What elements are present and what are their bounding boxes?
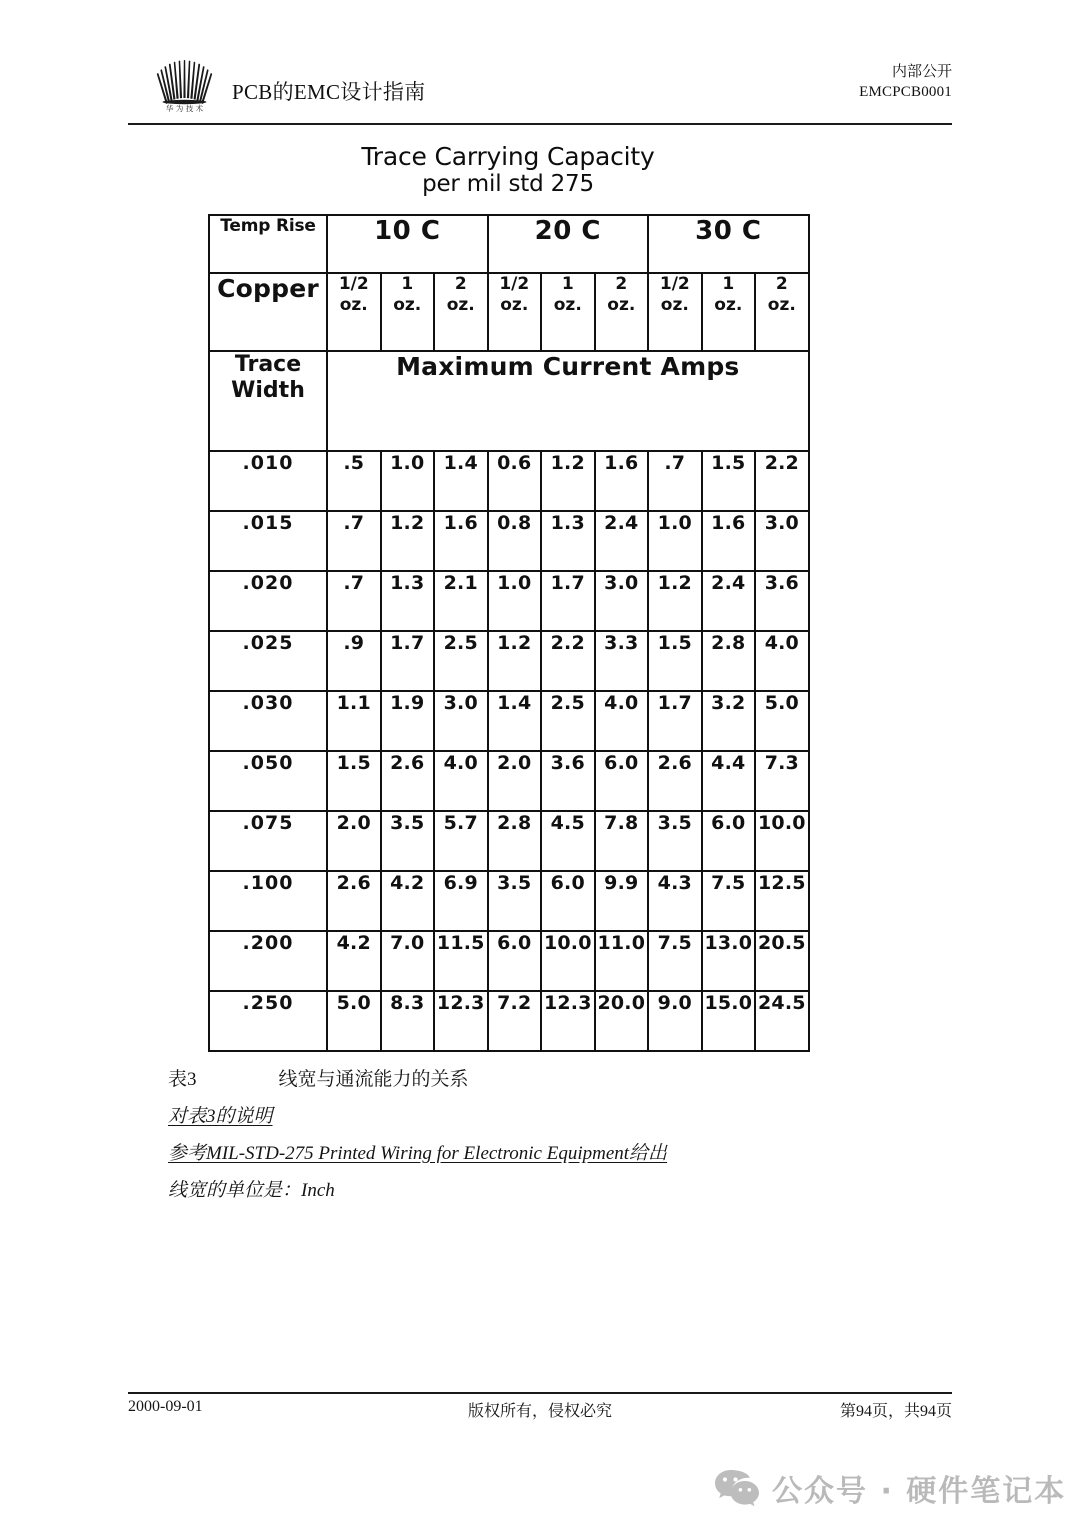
cell-amp: 1.7 [381,631,435,691]
cell-amp: 8.3 [381,991,435,1051]
cell-amp: 4.4 [702,751,756,811]
cell-amp: 5.0 [755,691,809,751]
trace-carrying-capacity-table [208,214,810,1052]
wechat-icon [714,1468,760,1508]
trace-capacity-figure [208,142,808,1052]
copper-weight-number: 2 [615,273,628,294]
header-divider [128,123,952,125]
table-caption [168,1070,908,1089]
company-logo [148,52,222,114]
cell-amp: 3.5 [488,871,542,931]
cell-amp: 1.2 [648,571,702,631]
copper-weight-unit: oz. [607,295,636,316]
cell-amp: 1.2 [381,511,435,571]
cell-amp: 2.6 [327,871,381,931]
cell-trace-width: .100 [209,871,327,931]
cell-amp: 0.6 [488,451,542,511]
figure-title [208,142,808,198]
cell-amp: 2.6 [648,751,702,811]
cell-amp: 2.2 [541,631,595,691]
header-cell-copper-30c-two [755,273,809,351]
copper-weight-unit: oz. [714,295,743,316]
cell-amp: 3.6 [541,751,595,811]
cell-amp: 2.0 [488,751,542,811]
cell-amp: 2.8 [488,811,542,871]
cell-amp: .7 [327,511,381,571]
cell-amp: .7 [648,451,702,511]
header-cell-copper: Copper [209,273,327,351]
header-cell-copper-30c-one [702,273,756,351]
cell-amp: 20.5 [755,931,809,991]
copper-weight-number: 1/2 [659,273,690,294]
cell-amp: 2.2 [755,451,809,511]
cell-amp: 4.2 [381,871,435,931]
cell-amp: 12.5 [755,871,809,931]
cell-amp: 1.7 [648,691,702,751]
table-row [209,511,809,571]
table-row [209,691,809,751]
header-cell-temp-20c: 20 C [488,215,649,273]
cell-amp: 10.0 [541,931,595,991]
header-cell-copper-20c-two [595,273,649,351]
cell-amp: 2.8 [702,631,756,691]
cell-amp: 7.8 [595,811,649,871]
cell-amp: 5.0 [327,991,381,1051]
cell-amp: 4.0 [434,751,488,811]
trace-width-line2: Width [231,377,305,403]
note-heading: 对表3的说明 [168,1106,273,1127]
copper-weight-unit: oz. [660,295,689,316]
cell-amp: 1.6 [702,511,756,571]
cell-trace-width: .015 [209,511,327,571]
cell-amp: 1.2 [541,451,595,511]
cell-trace-width: .250 [209,991,327,1051]
cell-amp: 20.0 [595,991,649,1051]
header-cell-temp-10c: 10 C [327,215,488,273]
copper-weight-number: 2 [775,273,788,294]
cell-amp: 12.3 [541,991,595,1051]
header-document-number: EMCPCB0001 [859,84,952,101]
huawei-fan-logo-icon [148,52,222,114]
header-cell-copper-10c-one [381,273,435,351]
cell-amp: 1.0 [488,571,542,631]
note-unit: 线宽的单位是：Inch [168,1180,335,1201]
cell-amp: 1.4 [488,691,542,751]
cell-amp: 2.5 [541,691,595,751]
cell-amp: 11.5 [434,931,488,991]
cell-amp: 1.3 [541,511,595,571]
cell-amp: 1.3 [381,571,435,631]
cell-amp: 9.9 [595,871,649,931]
figure-title-line1: Trace Carrying Capacity [361,142,655,171]
header-cell-temp-30c: 30 C [648,215,809,273]
cell-amp: 6.9 [434,871,488,931]
page-header [128,50,952,122]
copper-weight-unit: oz. [500,295,529,316]
cell-amp: 3.5 [381,811,435,871]
cell-amp: 3.6 [755,571,809,631]
cell-amp: 5.7 [434,811,488,871]
header-cell-copper-10c-two [434,273,488,351]
footer-divider [128,1392,952,1394]
header-cell-trace-width [209,351,327,451]
cell-amp: 1.1 [327,691,381,751]
table-caption-title: 线宽与通流能力的关系 [278,1069,469,1090]
header-cell-copper-30c-half [648,273,702,351]
footer-page-info: 第94页，共94页 [839,1403,952,1420]
cell-amp: 7.3 [755,751,809,811]
svg-text:华 为 技 术: 华 为 技 术 [165,104,204,113]
cell-amp: 3.0 [755,511,809,571]
copper-weight-number: 1/2 [499,273,530,294]
cell-amp: 13.0 [702,931,756,991]
cell-amp: 10.0 [755,811,809,871]
cell-trace-width: .020 [209,571,327,631]
cell-amp: 1.7 [541,571,595,631]
caption-block [168,1070,908,1218]
cell-amp: 0.8 [488,511,542,571]
cell-amp: 1.5 [702,451,756,511]
cell-amp: 1.9 [381,691,435,751]
cell-amp: 6.0 [488,931,542,991]
footer-copyright: 版权所有，侵权必究 [467,1403,612,1420]
copper-weight-unit: oz. [446,295,475,316]
cell-amp: 12.3 [434,991,488,1051]
cell-amp: 6.0 [595,751,649,811]
cell-amp: 1.2 [488,631,542,691]
cell-amp: .9 [327,631,381,691]
header-classification: 内部公开 [891,64,952,80]
table-header-copper-row [209,273,809,351]
cell-trace-width: .075 [209,811,327,871]
header-cell-temp-rise: Temp Rise [209,215,327,273]
cell-amp: 24.5 [755,991,809,1051]
cell-amp: 2.1 [434,571,488,631]
cell-amp: 1.0 [381,451,435,511]
cell-trace-width: .200 [209,931,327,991]
trace-width-line1: Trace [234,351,302,377]
cell-amp: 2.5 [434,631,488,691]
cell-amp: 2.4 [595,511,649,571]
copper-weight-number: 1 [722,273,735,294]
cell-amp: 4.3 [648,871,702,931]
table-row [209,931,809,991]
cell-amp: 7.5 [648,931,702,991]
cell-amp: 4.2 [327,931,381,991]
header-cell-copper-10c-half [327,273,381,351]
cell-amp: 4.5 [541,811,595,871]
table-row [209,751,809,811]
header-document-title: PCB的EMC设计指南 [232,80,426,104]
header-cell-copper-20c-one [541,273,595,351]
cell-amp: 9.0 [648,991,702,1051]
cell-amp: .5 [327,451,381,511]
copper-weight-number: 1 [401,273,414,294]
figure-title-line2: per mil std 275 [422,171,594,197]
cell-trace-width: .010 [209,451,327,511]
cell-amp: 3.0 [595,571,649,631]
table-header-temp-rise-row [209,215,809,273]
cell-amp: 2.6 [381,751,435,811]
note-reference: 参考MIL-STD-275 Printed Wiring for Electronic Equipment给出 [168,1143,668,1164]
cell-amp: 3.5 [648,811,702,871]
table-row [209,811,809,871]
header-right-block [859,62,952,103]
copper-weight-unit: oz. [393,295,422,316]
table-header-trace-width-row [209,351,809,451]
copper-weight-unit: oz. [339,295,368,316]
table-row [209,451,809,511]
footer-date: 2000-09-01 [128,1398,203,1415]
table-row [209,631,809,691]
table-row [209,871,809,931]
cell-amp: 2.0 [327,811,381,871]
watermark-text: 公众号 · 硬件笔记本 [772,1474,1067,1509]
cell-trace-width: .025 [209,631,327,691]
cell-amp: 3.3 [595,631,649,691]
header-cell-copper-20c-half [488,273,542,351]
cell-amp: 7.0 [381,931,435,991]
cell-trace-width: .030 [209,691,327,751]
cell-amp: 1.6 [595,451,649,511]
table-row [209,991,809,1051]
copper-weight-unit: oz. [553,295,582,316]
cell-amp: .7 [327,571,381,631]
cell-amp: 15.0 [702,991,756,1051]
header-cell-maximum-current-amps: Maximum Current Amps [327,351,809,451]
cell-amp: 1.6 [434,511,488,571]
cell-amp: 7.5 [702,871,756,931]
cell-trace-width: .050 [209,751,327,811]
cell-amp: 1.0 [648,511,702,571]
cell-amp: 7.2 [488,991,542,1051]
cell-amp: 2.4 [702,571,756,631]
cell-amp: 4.0 [755,631,809,691]
cell-amp: 3.0 [434,691,488,751]
cell-amp: 1.5 [327,751,381,811]
cell-amp: 6.0 [702,811,756,871]
table-row [209,571,809,631]
cell-amp: 1.4 [434,451,488,511]
cell-amp: 1.5 [648,631,702,691]
cell-amp: 4.0 [595,691,649,751]
page-footer [128,1398,952,1424]
wechat-watermark [714,1466,1066,1510]
copper-weight-number: 2 [454,273,467,294]
cell-amp: 11.0 [595,931,649,991]
copper-weight-unit: oz. [767,295,796,316]
table-caption-number: 表3 [168,1069,197,1090]
cell-amp: 3.2 [702,691,756,751]
copper-weight-number: 1 [561,273,574,294]
cell-amp: 6.0 [541,871,595,931]
copper-weight-number: 1/2 [338,273,369,294]
